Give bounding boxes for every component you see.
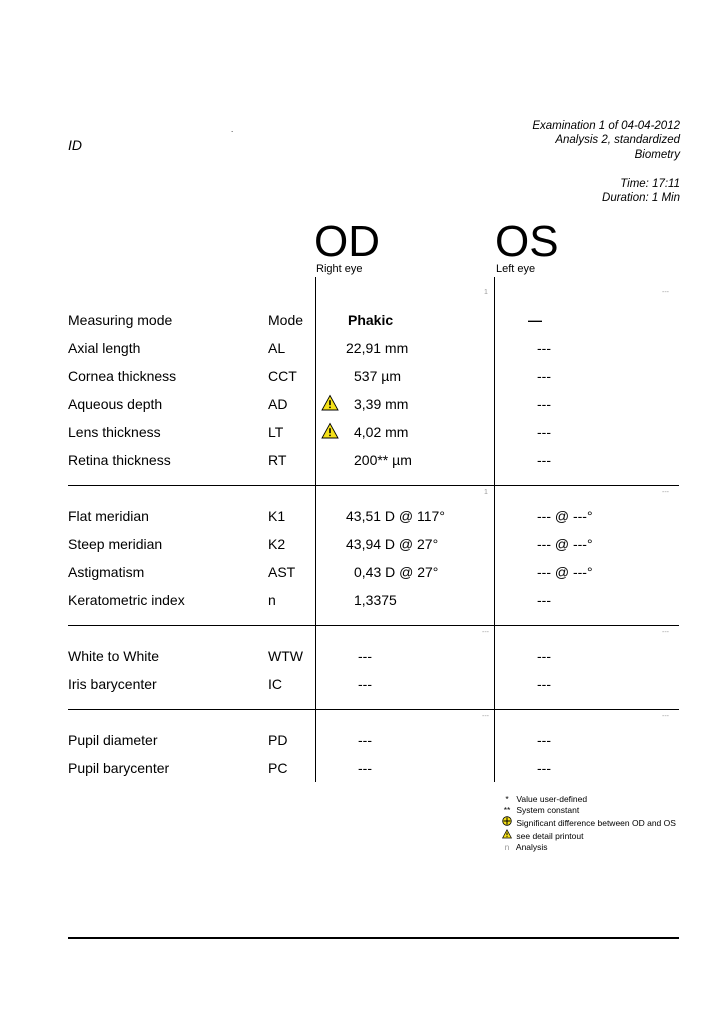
legend-text: System constant: [516, 805, 580, 815]
od-heading: OD: [314, 217, 380, 266]
os-label: Left eye: [496, 263, 536, 275]
measurement-name: Flat meridian: [68, 508, 149, 524]
measurement-abbreviation: CCT: [268, 368, 297, 384]
measurement-abbreviation: K2: [268, 536, 286, 552]
os-value: ---: [537, 732, 551, 748]
examination-info: Examination 1 of 04-04-2012: [532, 120, 680, 132]
section-2-os-marker: ---: [662, 489, 669, 496]
section-3-od-marker: ---: [482, 629, 489, 636]
os-value: ---: [537, 452, 551, 468]
od-value: Phakic: [348, 312, 394, 328]
od-value: ---: [358, 760, 372, 776]
section-divider: [68, 485, 679, 486]
warning-icon: [500, 829, 514, 842]
footer-divider: [68, 937, 679, 939]
od-value: 1,3375: [354, 592, 397, 608]
header-dot: .: [231, 125, 234, 134]
measurement-abbreviation: AST: [268, 564, 296, 580]
measurement-abbreviation: AD: [268, 396, 288, 412]
measurement-abbreviation: AL: [268, 340, 286, 356]
measurement-abbreviation: PC: [268, 760, 288, 776]
section-4-od-marker: ---: [482, 713, 489, 720]
measurement-name: Steep meridian: [68, 536, 163, 552]
measurement-name: Lens thickness: [68, 424, 161, 440]
os-value: ---: [537, 760, 551, 776]
od-value: ---: [358, 676, 372, 692]
od-label: Right eye: [316, 263, 363, 275]
section-1-os-marker: ---: [662, 289, 669, 296]
measurement-name: Cornea thickness: [68, 368, 177, 384]
od-value: ---: [358, 732, 372, 748]
measurement-name: Retina thickness: [68, 452, 171, 468]
measurement-name: Axial length: [68, 340, 141, 356]
measurement-name: Astigmatism: [68, 564, 145, 580]
os-value: ---: [537, 592, 551, 608]
od-value: 43,94 D @ 27°: [346, 536, 439, 552]
significant-difference-icon: [500, 816, 514, 829]
os-value: ---: [537, 340, 551, 356]
os-value: ---: [537, 676, 551, 692]
legend-text: Value user-defined: [516, 794, 588, 804]
section-divider: [68, 625, 679, 626]
measurement-name: Iris barycenter: [68, 676, 157, 692]
measurement-abbreviation: RT: [268, 452, 287, 468]
measurement-name: White to White: [68, 648, 160, 664]
os-column-divider: [494, 277, 495, 782]
od-value: 537 µm: [354, 368, 401, 384]
od-value: 200** µm: [354, 452, 412, 468]
patient-id-label: ID: [68, 137, 82, 153]
section-4-os-marker: ---: [662, 713, 669, 720]
section-1-od-marker: 1: [484, 289, 488, 296]
legend-symbol: **: [503, 805, 511, 815]
od-value: ---: [358, 648, 372, 664]
warning-icon: [321, 394, 339, 412]
measurement-abbreviation: K1: [268, 508, 286, 524]
od-column-divider: [315, 277, 316, 782]
os-value: ---: [537, 396, 551, 412]
legend-text: Significant difference between OD and OS: [516, 818, 676, 828]
os-heading: OS: [495, 217, 559, 266]
os-value: ---: [537, 368, 551, 384]
legend-item: [500, 816, 676, 829]
exam-type: Biometry: [634, 149, 680, 161]
legend-item: [500, 842, 676, 853]
measurement-name: Pupil diameter: [68, 732, 158, 748]
section-2-od-marker: 1: [484, 489, 488, 496]
os-value: --- @ ---°: [537, 536, 593, 552]
analysis-info: Analysis 2, standardized: [555, 134, 680, 146]
od-value: 0,43 D @ 27°: [354, 564, 439, 580]
section-3-os-marker: ---: [662, 629, 669, 636]
measurement-abbreviation: WTW: [268, 648, 303, 664]
legend-item: [500, 829, 676, 842]
od-value: 22,91 mm: [346, 340, 409, 356]
measurement-abbreviation: IC: [268, 676, 282, 692]
os-value: --- @ ---°: [537, 508, 593, 524]
od-value: 3,39 mm: [354, 396, 409, 412]
measurement-abbreviation: LT: [268, 424, 284, 440]
measurement-name: Measuring mode: [68, 312, 173, 328]
legend: [500, 794, 676, 853]
measurement-name: Aqueous depth: [68, 396, 163, 412]
legend-text: see detail printout: [516, 831, 584, 841]
exam-duration: Duration: 1 Min: [602, 192, 680, 204]
warning-icon: [321, 422, 339, 440]
legend-text: Analysis: [515, 842, 548, 852]
legend-symbol: n: [504, 842, 510, 852]
os-value: —: [528, 312, 542, 328]
os-value: ---: [537, 648, 551, 664]
od-value: 4,02 mm: [354, 424, 409, 440]
legend-symbol: *: [505, 794, 509, 804]
od-value: 43,51 D @ 117°: [346, 508, 445, 524]
measurement-abbreviation: Mode: [268, 312, 304, 328]
legend-item: [500, 805, 676, 816]
exam-time: Time: 17:11: [620, 178, 680, 190]
measurement-abbreviation: n: [268, 592, 276, 608]
legend-item: [500, 794, 676, 805]
measurement-name: Keratometric index: [68, 592, 185, 608]
measurement-abbreviation: PD: [268, 732, 288, 748]
os-value: --- @ ---°: [537, 564, 593, 580]
section-divider: [68, 709, 679, 710]
os-value: ---: [537, 424, 551, 440]
measurement-name: Pupil barycenter: [68, 760, 170, 776]
